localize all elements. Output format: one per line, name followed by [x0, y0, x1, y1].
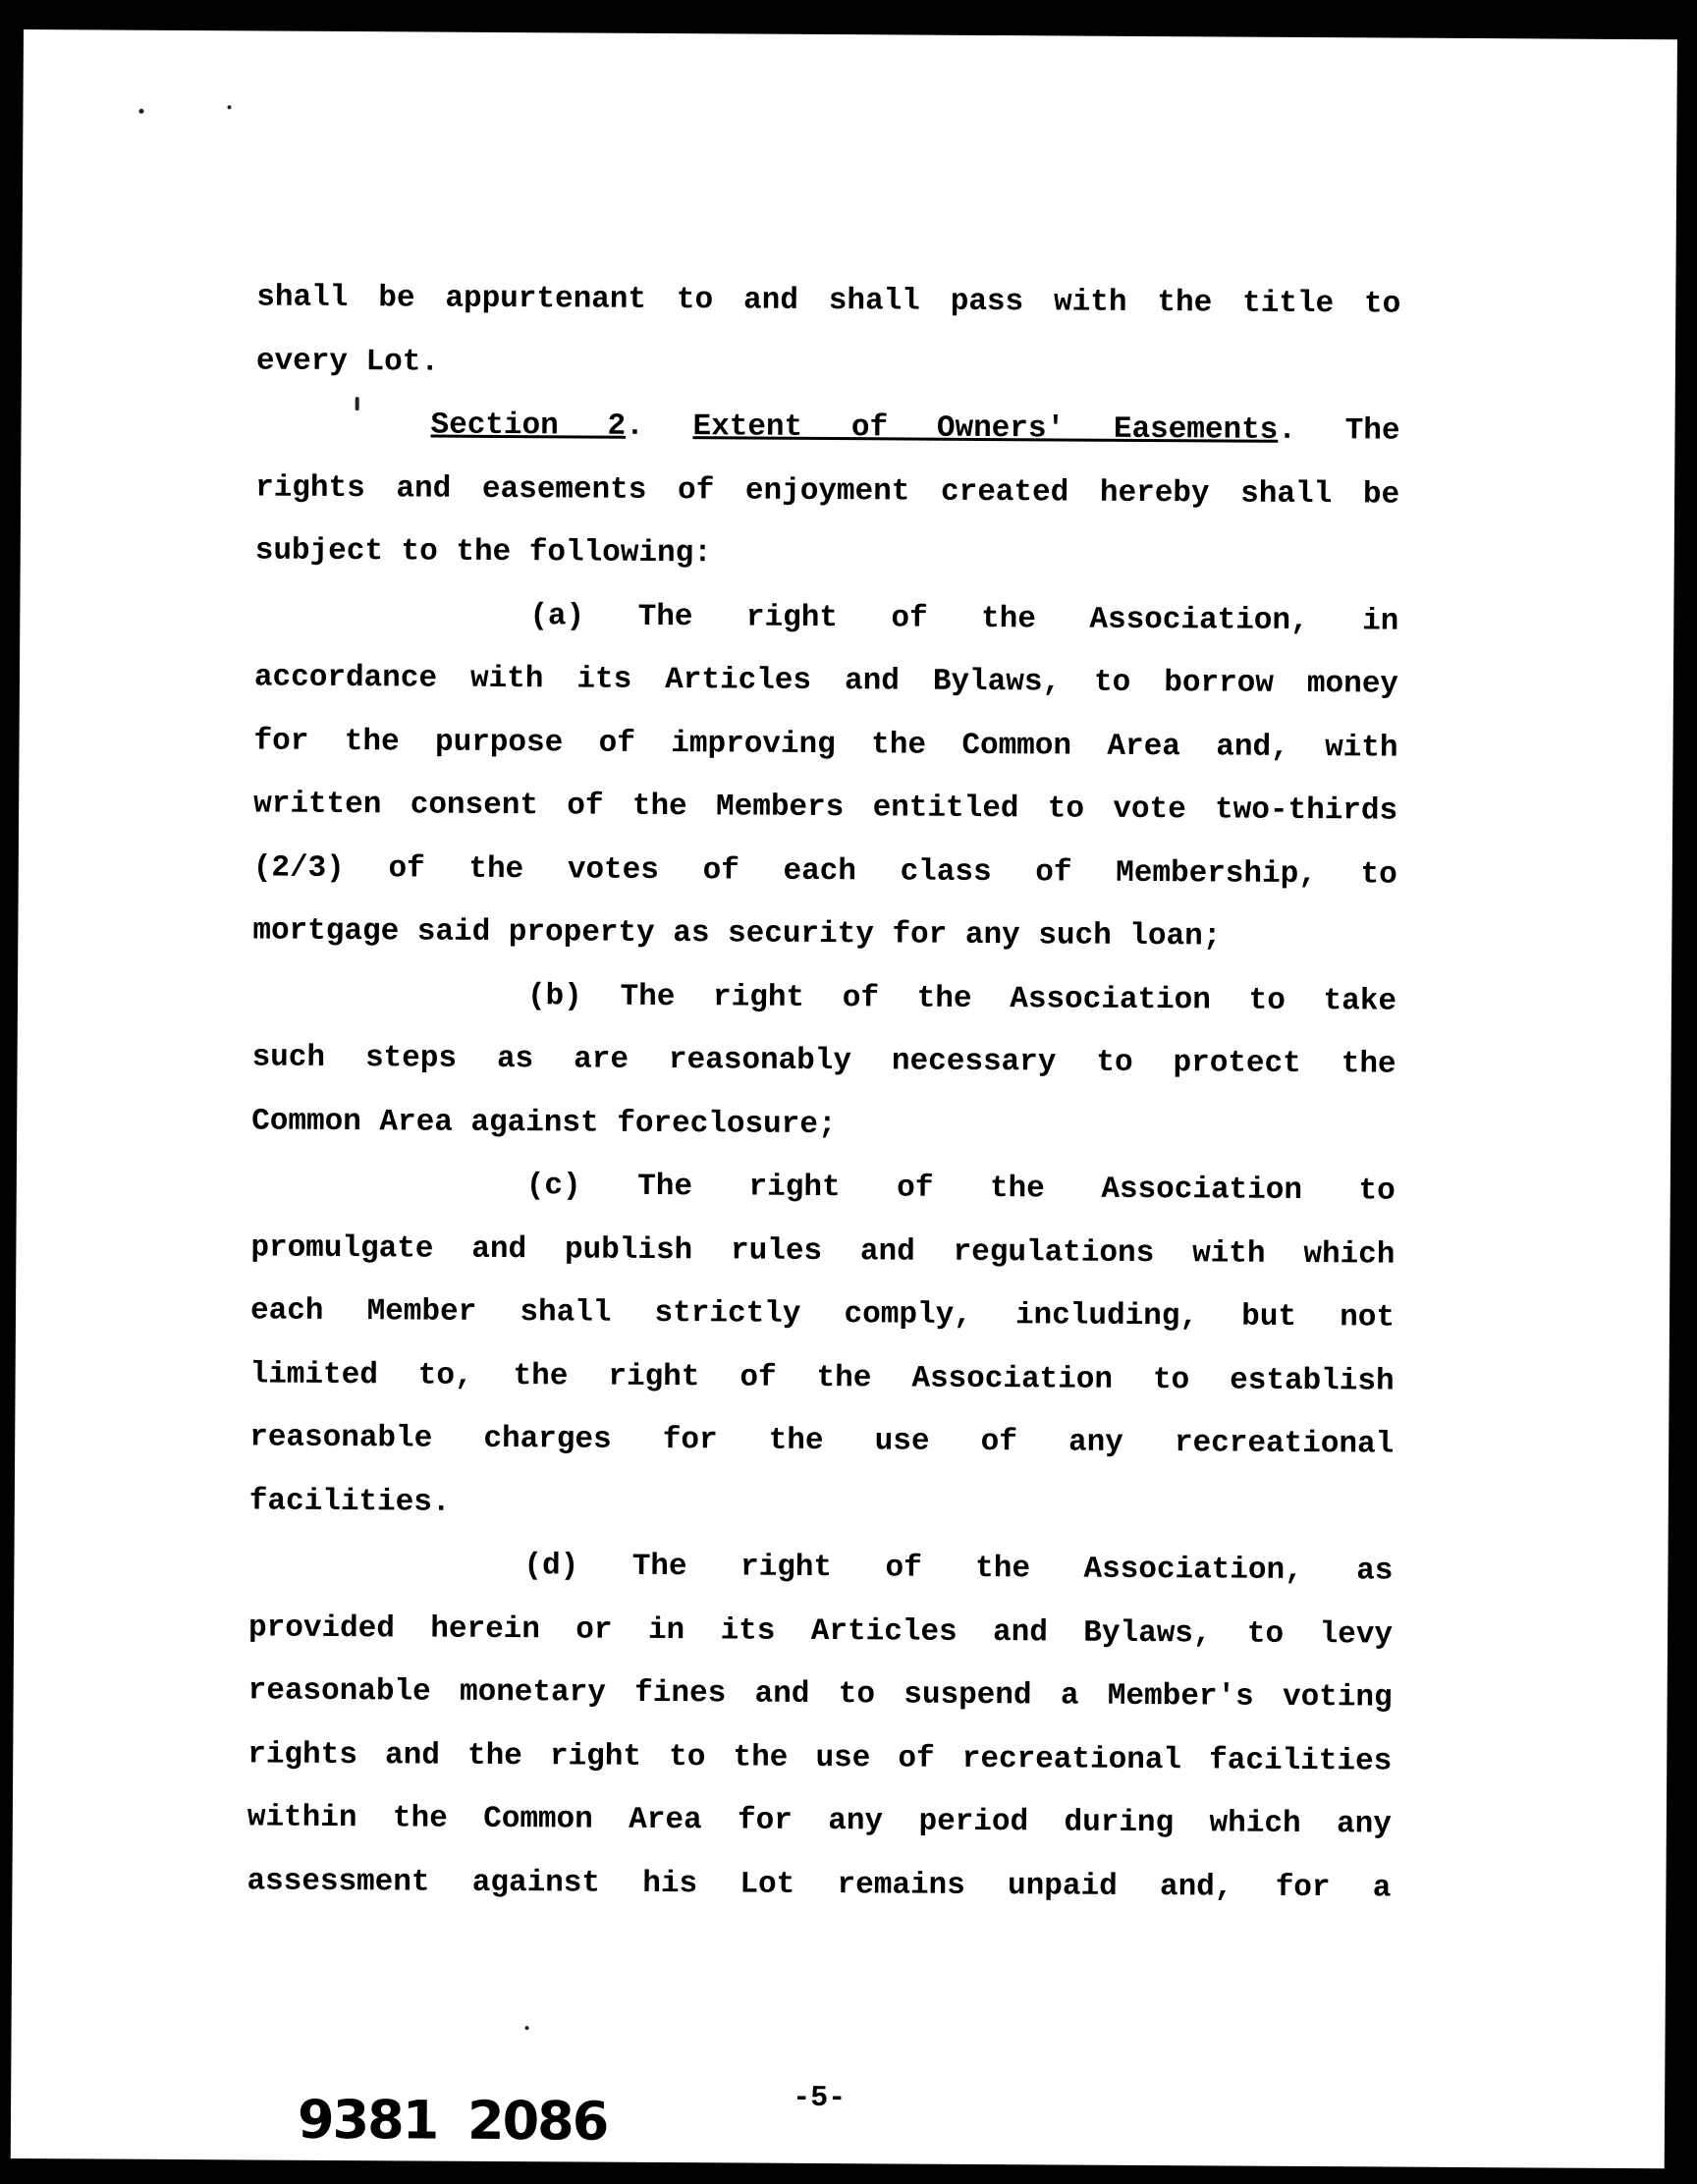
body-line: written consent of the Members entitled to vote two-thirds: [253, 787, 1398, 829]
body-line: subject to the following:: [254, 533, 712, 572]
clause-d-lead: (d) The right of the Association, as: [523, 1549, 1394, 1589]
body-line: rights and easements of enjoyment created hereby shall be: [255, 469, 1400, 513]
body-line: reasonable monetary fines and to suspend a Member's voting: [247, 1673, 1393, 1716]
body-line: mortgage said property as security for any such loan;: [252, 913, 1222, 955]
body-line: reasonable charges for the use of any recreational: [249, 1420, 1395, 1462]
body-line: within the Common Area for any period during which any: [246, 1800, 1392, 1842]
body-line: promulgate and publish rules and regulations with which: [250, 1229, 1396, 1273]
body-line: such steps as are reasonably necessary to protect the: [251, 1040, 1396, 1082]
body-line: provided herein or in its Articles and Bylaws, to levy: [247, 1610, 1394, 1653]
scan-speck: [138, 109, 143, 114]
document-body: [246, 266, 1400, 1920]
page-number: -5-: [793, 2081, 847, 2116]
body-line: for the purpose of improving the Common Area and, with: [253, 723, 1398, 766]
clause-a-lead: (a) The right of the Association, in: [529, 598, 1399, 639]
body-line: rights and the right to the use of recreational facilities: [247, 1736, 1393, 1779]
book-number: 9381: [297, 2088, 438, 2152]
section-heading-line: [255, 393, 1399, 464]
page-reference-number: 2086: [466, 2089, 608, 2153]
body-line: Common Area against foreclosure;: [251, 1103, 837, 1142]
body-line: shall be appurtenant to and shall pass with the title to: [256, 280, 1401, 322]
scan-speck: [228, 105, 232, 109]
scan-speck: [356, 397, 359, 410]
document-page: [11, 29, 1677, 2168]
section-lead-word: The: [1344, 413, 1400, 449]
body-line: (2/3) of the votes of each class of Membership, to: [252, 849, 1397, 893]
body-line: assessment against his Lot remains unpaid and, for a: [246, 1863, 1392, 1906]
scan-speck: [525, 2026, 529, 2030]
body-line: limited to, the right of the Association to establish: [249, 1356, 1395, 1399]
section-title: Extent of Owners' Easements: [692, 410, 1279, 448]
clause-c-lead: (c) The right of the Association to: [525, 1169, 1396, 1209]
section-number-period: .: [626, 409, 644, 444]
body-line: every Lot.: [255, 343, 440, 380]
section-title-period: .: [1278, 412, 1297, 448]
section-number: Section 2: [430, 408, 627, 444]
body-line: accordance with its Articles and Bylaws, to borrow money: [253, 660, 1399, 702]
body-line: facilities.: [248, 1483, 451, 1520]
clause-b-lead: (b) The right of the Association to take: [526, 978, 1397, 1019]
body-line: each Member shall strictly comply, including, but not: [249, 1293, 1396, 1336]
